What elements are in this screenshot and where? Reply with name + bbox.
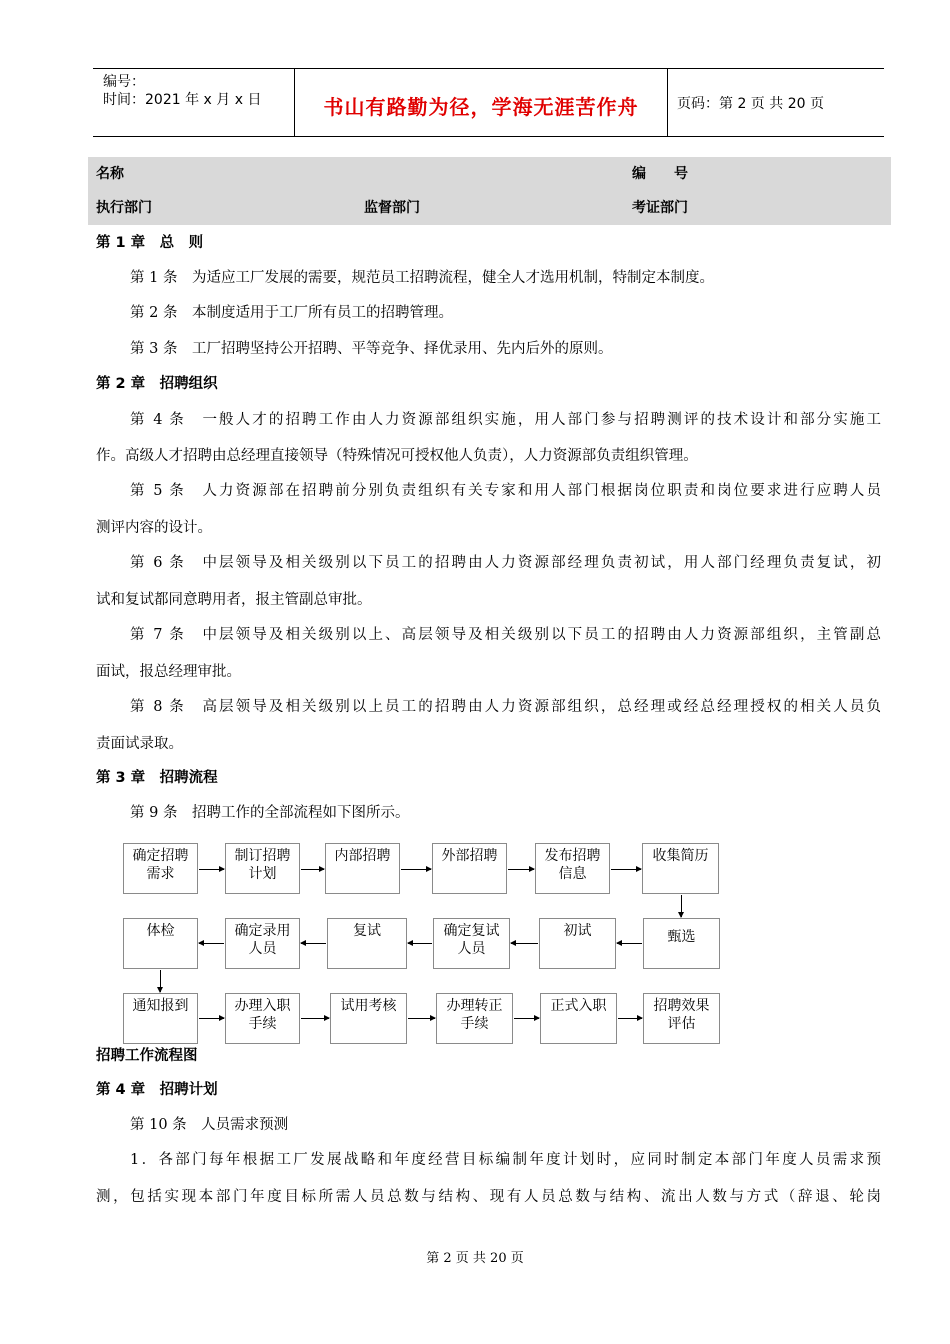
paragraph-text: 1．各部门每年根据工厂发展战略和年度经营目标编制年度计划时，应同时制定本部门年度人员需求预 (130, 1152, 881, 1168)
article-text: 第 9 条 招聘工作的全部流程如下图所示。 (130, 805, 410, 821)
flow-arrow (617, 943, 642, 944)
flow-step: 办理转正 手续 (436, 993, 513, 1044)
flow-arrow (199, 869, 224, 870)
flow-step: 招聘效果 评估 (643, 993, 720, 1044)
time-text: 时间：2021 年 x 月 x 日 (103, 92, 262, 108)
flow-step: 制订招聘 计划 (225, 843, 300, 894)
header-left (103, 73, 261, 109)
article-text: 试和复试都同意聘用者，报主管副总审批。 (96, 592, 372, 608)
article-text: 面试，报总经理审批。 (96, 664, 241, 680)
code-label: 编 号 (632, 166, 688, 182)
chapter-heading: 第 2 章 招聘组织 (96, 376, 218, 392)
article-text: 责面试录取。 (96, 736, 183, 752)
article-text: 第 4 条 一般人才的招聘工作由人力资源部组织实施，用人部门参与招聘测评的技术设计和部分实施工 (130, 412, 881, 428)
flow-arrow (508, 869, 534, 870)
flow-arrow (160, 970, 161, 992)
flow-step: 复试 (327, 918, 407, 969)
page-footer: 第 2 页 共 20 页 (426, 1251, 524, 1266)
flow-step: 甄选 (643, 918, 720, 969)
page-header (93, 68, 884, 137)
chapter-heading: 第 4 章 招聘计划 (96, 1082, 218, 1098)
article-text: 第 8 条 高层领导及相关级别以上员工的招聘由人力资源部组织，总经理或经总经理授权的相关人员负 (130, 699, 881, 715)
flow-arrow (514, 1018, 539, 1019)
exec-dept-label: 执行部门 (96, 200, 152, 216)
flow-step: 确定复试 人员 (433, 918, 510, 969)
header-page-info: 页码：第 2 页 共 20 页 (677, 96, 824, 112)
flow-arrow (408, 943, 432, 944)
chapter-heading: 第 1 章 总 则 (96, 235, 204, 251)
article-text: 第 1 条 为适应工厂发展的需要，规范员工招聘流程，健全人才选用机制，特制定本制度。 (130, 270, 714, 286)
flow-arrow (301, 869, 324, 870)
document-meta-table (88, 157, 891, 225)
article-text: 第 3 条 工厂招聘坚持公开招聘、平等竞争、择优录用、先内后外的原则。 (130, 341, 613, 357)
header-motto: 书山有路勤为径，学海无涯苦作舟 (323, 95, 639, 119)
flow-step: 确定录用 人员 (225, 918, 300, 969)
article-text: 第 5 条 人力资源部在招聘前分别负责组织有关专家和用人部门根据岗位职责和岗位要求进行应聘人员 (130, 483, 881, 499)
flow-step: 正式入职 (540, 993, 617, 1044)
flow-step: 试用考核 (330, 993, 407, 1044)
paragraph-text: 测，包括实现本部门年度目标所需人员总数与结构、现有人员总数与结构、流出人数与方式（辞退、轮岗 (96, 1189, 881, 1205)
flowchart-caption: 招聘工作流程图 (96, 1048, 198, 1064)
flow-arrow (618, 1018, 642, 1019)
flow-arrow (199, 943, 224, 944)
flow-arrow (408, 1018, 435, 1019)
flow-step: 体检 (123, 918, 198, 969)
serial-label: 编号： (103, 74, 145, 90)
article-text: 测评内容的设计。 (96, 520, 212, 536)
flow-arrow (301, 1018, 329, 1019)
flow-step: 初试 (539, 918, 616, 969)
flow-step: 办理入职 手续 (225, 993, 300, 1044)
flow-step: 收集简历 (642, 843, 719, 894)
chapter-heading: 第 3 章 招聘流程 (96, 770, 218, 786)
article-text: 第 2 条 本制度适用于工厂所有员工的招聘管理。 (130, 305, 453, 321)
flow-step: 发布招聘 信息 (535, 843, 610, 894)
flow-arrow (681, 895, 682, 917)
flow-step: 确定招聘 需求 (123, 843, 198, 894)
article-text: 第 10 条 人员需求预测 (130, 1117, 289, 1133)
flow-arrow (199, 1018, 224, 1019)
supervise-dept-label: 监督部门 (364, 200, 420, 216)
flow-step: 外部招聘 (432, 843, 507, 894)
name-label: 名称 (96, 166, 124, 182)
flow-arrow (401, 869, 431, 870)
article-text: 第 7 条 中层领导及相关级别以上、高层领导及相关级别以下员工的招聘由人力资源部组织，主管副总 (130, 627, 881, 643)
article-text: 作。高级人才招聘由总经理直接领导（特殊情况可授权他人负责），人力资源部负责组织管理。 (96, 448, 698, 464)
article-text: 第 6 条 中层领导及相关级别以下员工的招聘由人力资源部经理负责初试，用人部门经理负责复试，初 (130, 555, 881, 571)
flow-step: 通知报到 (123, 993, 198, 1044)
verify-dept-label: 考证部门 (632, 200, 688, 216)
flow-arrow (511, 943, 538, 944)
flow-arrow (611, 869, 641, 870)
flow-arrow (301, 943, 326, 944)
flow-step: 内部招聘 (325, 843, 400, 894)
header-divider (667, 69, 668, 136)
